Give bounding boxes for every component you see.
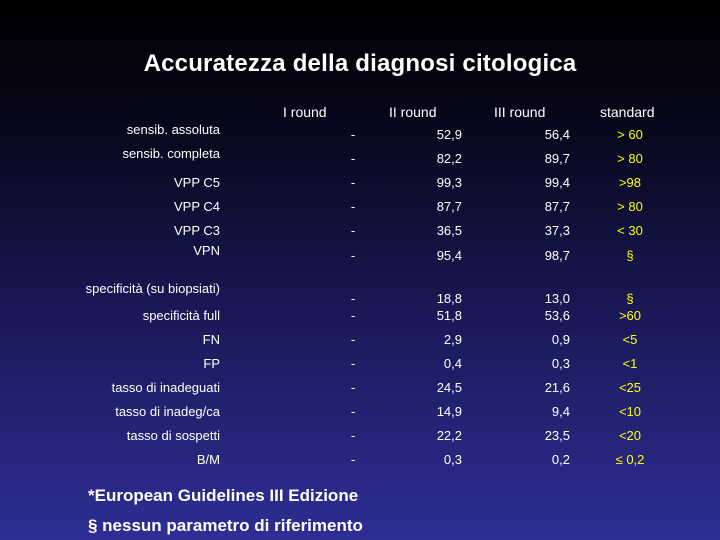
table-row — [0, 332, 720, 352]
round-2-value: 82,2 — [436, 151, 462, 166]
round-2-value: 18,8 — [436, 291, 462, 306]
table-row — [0, 356, 720, 376]
round-2-value: 36,5 — [436, 223, 462, 238]
table-row — [0, 243, 720, 268]
standard-value: >98 — [618, 175, 642, 190]
table-row — [0, 122, 720, 147]
round-1-value: - — [350, 332, 356, 347]
table-row — [0, 175, 720, 195]
round-3-value: 13,0 — [544, 291, 570, 306]
table-row — [0, 146, 720, 171]
row-label: VPP C5 — [173, 175, 220, 190]
round-3-value: 89,7 — [544, 151, 570, 166]
column-header-round-1: I round — [283, 104, 327, 120]
round-3-value: 9,4 — [551, 404, 570, 419]
table-row — [0, 223, 720, 243]
standard-value: > 60 — [617, 127, 643, 142]
round-1-value: - — [350, 452, 356, 467]
round-1-value: - — [350, 308, 356, 323]
footnote-european-guidelines: *European Guidelines III Edizione — [88, 486, 359, 505]
row-label: tasso di sospetti — [126, 428, 220, 443]
round-3-value: 99,4 — [544, 175, 570, 190]
row-label: specificità (su biopsiati) — [85, 281, 220, 296]
column-header-standard: standard — [600, 104, 655, 120]
round-2-value: 2,9 — [443, 332, 462, 347]
round-1-value: - — [350, 380, 356, 395]
table-row — [0, 428, 720, 448]
standard-value: > 80 — [617, 151, 643, 166]
standard-value: < 30 — [617, 223, 643, 238]
row-label: sensib. completa — [122, 146, 220, 161]
column-header-round-3: III round — [494, 104, 546, 120]
round-3-value: 56,4 — [544, 127, 570, 142]
round-3-value: 53,6 — [544, 308, 570, 323]
round-2-value: 24,5 — [436, 380, 462, 395]
table-row — [0, 404, 720, 424]
column-header-round-2: II round — [389, 104, 437, 120]
round-2-value: 22,2 — [436, 428, 462, 443]
round-2-value: 14,9 — [436, 404, 462, 419]
standard-value: <1 — [622, 356, 638, 371]
round-3-value: 0,3 — [551, 356, 570, 371]
standard-value: > 80 — [617, 199, 643, 214]
round-3-value: 0,9 — [551, 332, 570, 347]
round-1-value: - — [350, 248, 356, 263]
table-row — [0, 199, 720, 219]
round-1-value: - — [350, 291, 356, 306]
round-1-value: - — [350, 404, 356, 419]
table-row — [0, 452, 720, 472]
round-3-value: 37,3 — [544, 223, 570, 238]
standard-value: <10 — [618, 404, 642, 419]
round-2-value: 0,3 — [443, 452, 462, 467]
standard-value: >60 — [618, 308, 642, 323]
round-2-value: 87,7 — [436, 199, 462, 214]
row-label: FP — [203, 356, 220, 371]
round-1-value: - — [350, 199, 356, 214]
round-3-value: 98,7 — [544, 248, 570, 263]
table-row — [0, 281, 720, 306]
table-row — [0, 380, 720, 400]
round-3-value: 87,7 — [544, 199, 570, 214]
row-label: VPP C4 — [173, 199, 220, 214]
slide-title: Accuratezza della diagnosi citologica — [143, 50, 577, 77]
round-2-value: 51,8 — [436, 308, 462, 323]
round-1-value: - — [350, 223, 356, 238]
round-2-value: 0,4 — [443, 356, 462, 371]
row-label: tasso di inadeguati — [111, 380, 220, 395]
row-label: VPN — [193, 243, 220, 258]
row-label: sensib. assoluta — [126, 122, 220, 137]
standard-value: <25 — [618, 380, 642, 395]
row-label: FN — [202, 332, 220, 347]
standard-value: ≤ 0,2 — [615, 452, 645, 467]
round-2-value: 95,4 — [436, 248, 462, 263]
standard-value: <20 — [618, 428, 642, 443]
round-1-value: - — [350, 175, 356, 190]
standard-value: § — [626, 291, 634, 306]
standard-value: <5 — [622, 332, 638, 347]
footnote-no-reference: § nessun parametro di riferimento — [88, 516, 363, 535]
standard-value: § — [626, 248, 634, 263]
round-1-value: - — [350, 428, 356, 443]
round-1-value: - — [350, 356, 356, 371]
round-2-value: 52,9 — [436, 127, 462, 142]
round-1-value: - — [350, 127, 356, 142]
round-3-value: 0,2 — [551, 452, 570, 467]
round-3-value: 21,6 — [544, 380, 570, 395]
table-row — [0, 308, 720, 328]
round-3-value: 23,5 — [544, 428, 570, 443]
row-label: tasso di inadeg/ca — [115, 404, 220, 419]
round-1-value: - — [350, 151, 356, 166]
row-label: VPP C3 — [173, 223, 220, 238]
round-2-value: 99,3 — [436, 175, 462, 190]
row-label: specificità full — [142, 308, 220, 323]
row-label: B/M — [196, 452, 220, 467]
